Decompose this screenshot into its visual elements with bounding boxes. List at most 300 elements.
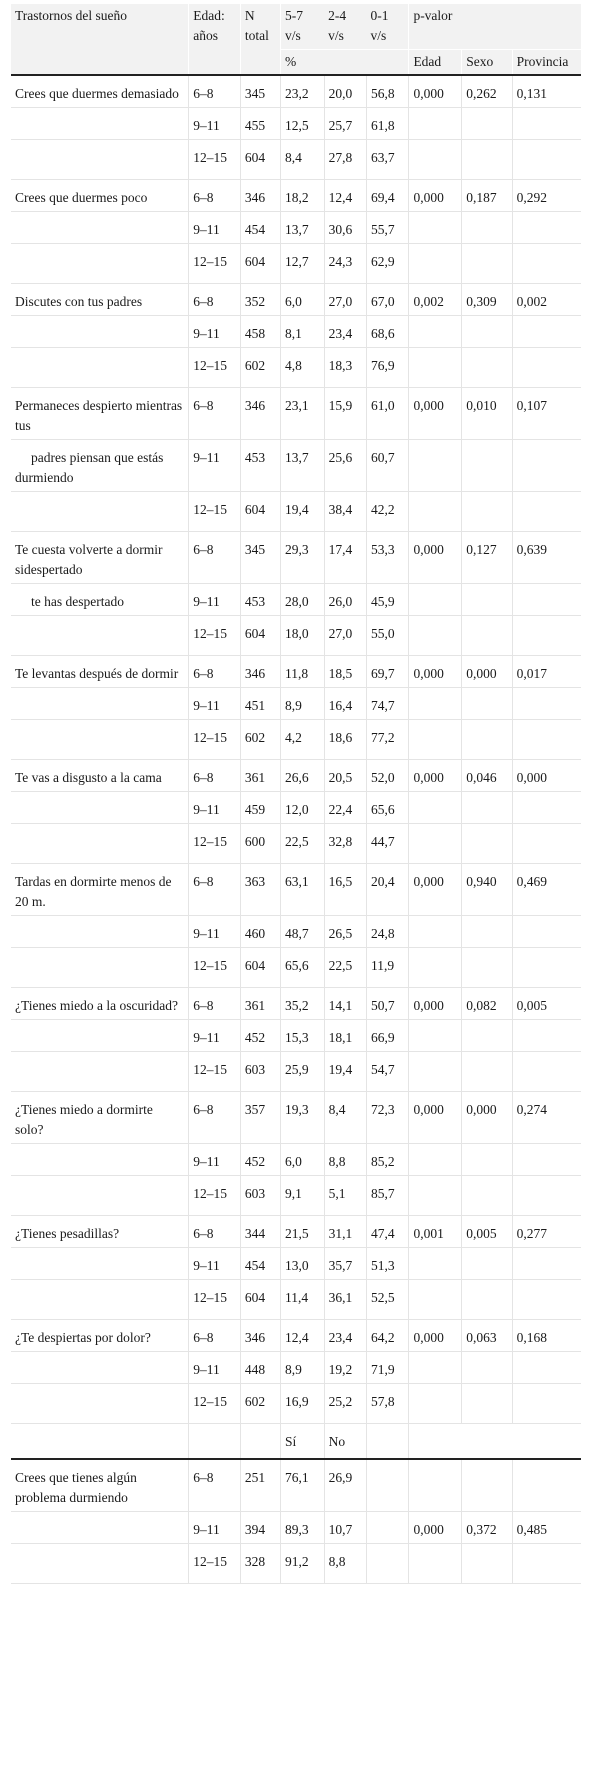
cell-57: 4,8 [281,348,325,388]
cell-24: 30,6 [324,212,366,244]
cell-01: 85,2 [367,1144,409,1176]
cell-n-total: 458 [240,316,280,348]
cell-p-sexo: 0,309 [462,284,512,316]
cell-57: 48,7 [281,916,325,948]
cell-p-edad [409,1459,462,1512]
cell-p-sexo [462,616,512,656]
cell-24: 8,8 [324,1544,366,1584]
cell-age: 6–8 [189,1459,241,1512]
cell-01: 45,9 [367,584,409,616]
cell-p-edad: 0,000 [409,1092,462,1144]
cell-n-total: 600 [240,824,280,864]
row-label [11,212,189,244]
row-label [11,864,189,916]
cell-p-provincia [512,140,581,180]
cell-24: 35,7 [324,1248,366,1280]
cell-p-edad [409,212,462,244]
cell-n-total: 455 [240,108,280,140]
cell-p-edad: 0,000 [409,388,462,440]
cell-n-total: 604 [240,140,280,180]
cell-p-edad [409,824,462,864]
cell-age: 6–8 [189,864,241,916]
row-label [11,316,189,348]
row-label [11,1280,189,1320]
cell-p-sexo [462,348,512,388]
row-label [11,1092,189,1144]
row-label [11,1459,189,1512]
cell-p-edad [409,108,462,140]
cell-24: 8,4 [324,1092,366,1144]
cell-01: 50,7 [367,988,409,1020]
cell-57: 12,7 [281,244,325,284]
cell-24: 5,1 [324,1176,366,1216]
cell-p-sexo [462,1280,512,1320]
cell-p-sexo [462,492,512,532]
cell-24: 25,7 [324,108,366,140]
cell-n-total: 452 [240,1020,280,1052]
cell-age: 9–11 [189,108,241,140]
cell-p-edad [409,348,462,388]
cell-p-sexo [462,1176,512,1216]
cell-01: 51,3 [367,1248,409,1280]
row-label [11,388,189,440]
cell-01: 72,3 [367,1092,409,1144]
cell-n-total: 453 [240,584,280,616]
cell-24: 25,2 [324,1384,366,1424]
table-row [11,948,581,988]
cell-p-sexo: 0,187 [462,180,512,212]
row-label-text: ¿Tienes miedo a la oscuridad? [15,998,178,1013]
cell-01: 65,6 [367,792,409,824]
cell-n-total: 602 [240,720,280,760]
cell-age: 12–15 [189,824,241,864]
cell-57: 8,9 [281,688,325,720]
cell-24: 10,7 [324,1512,366,1544]
cell-p-sexo [462,792,512,824]
cell-01: 55,0 [367,616,409,656]
cell-24: 19,2 [324,1352,366,1384]
empty-cell [240,1424,280,1460]
empty-cell [367,1424,409,1460]
table-body [11,75,581,1459]
cell-01: 66,9 [367,1020,409,1052]
cell-p-provincia [512,348,581,388]
cell-24: 26,5 [324,916,366,948]
cell-24: 22,5 [324,948,366,988]
table-row [11,1020,581,1052]
cell-57: 76,1 [281,1459,325,1512]
cell-age: 9–11 [189,1020,241,1052]
cell-n-total: 604 [240,1280,280,1320]
table-row [11,1248,581,1280]
cell-57: 9,1 [281,1176,325,1216]
cell-57: 26,6 [281,760,325,792]
header-percent: % [281,50,409,76]
cell-p-provincia [512,1248,581,1280]
cell-age: 6–8 [189,532,241,584]
cell-p-sexo [462,1459,512,1512]
cell-age: 6–8 [189,760,241,792]
si-no-header-row [11,1424,581,1460]
table-row [11,824,581,864]
cell-57: 35,2 [281,988,325,1020]
cell-n-total: 352 [240,284,280,316]
cell-57: 22,5 [281,824,325,864]
cell-p-edad [409,688,462,720]
cell-57: 28,0 [281,584,325,616]
cell-p-edad [409,316,462,348]
cell-p-provincia: 0,292 [512,180,581,212]
cell-n-total: 459 [240,792,280,824]
table-body-final [11,1459,581,1584]
table-row [11,1512,581,1544]
cell-age: 9–11 [189,1248,241,1280]
cell-57: 12,0 [281,792,325,824]
cell-age: 12–15 [189,140,241,180]
cell-57: 18,2 [281,180,325,212]
cell-age: 6–8 [189,1092,241,1144]
row-label [11,1020,189,1052]
table-row [11,688,581,720]
cell-p-sexo: 0,127 [462,532,512,584]
cell-age: 9–11 [189,792,241,824]
cell-n-total: 357 [240,1092,280,1144]
empty-cell [189,1424,241,1460]
cell-n-total: 604 [240,948,280,988]
row-label [11,1512,189,1544]
cell-n-total: 453 [240,440,280,492]
cell-age: 6–8 [189,1320,241,1352]
header-p-provincia: Provincia [512,50,581,76]
header-24: 2-4 v/s [324,4,366,50]
row-label [11,1352,189,1384]
cell-p-provincia: 0,485 [512,1512,581,1544]
cell-01: 63,7 [367,140,409,180]
cell-p-edad [409,792,462,824]
cell-p-sexo [462,688,512,720]
table-row [11,720,581,760]
row-label-text: Crees que duermes demasiado [15,86,179,101]
table-row [11,1176,581,1216]
cell-age: 9–11 [189,1512,241,1544]
cell-01: 62,9 [367,244,409,284]
cell-n-total: 346 [240,180,280,212]
cell-p-sexo [462,1020,512,1052]
cell-57: 23,2 [281,75,325,108]
header-n-total: N total [240,4,280,75]
cell-01: 69,4 [367,180,409,212]
cell-age: 6–8 [189,75,241,108]
cell-01: 57,8 [367,1384,409,1424]
table-row [11,440,581,492]
cell-p-sexo [462,140,512,180]
cell-p-provincia [512,1052,581,1092]
cell-p-provincia [512,212,581,244]
header-01: 0-1 v/s [367,4,409,50]
cell-p-provincia: 0,107 [512,388,581,440]
cell-01: 54,7 [367,1052,409,1092]
cell-57: 4,2 [281,720,325,760]
cell-24: 18,5 [324,656,366,688]
cell-p-sexo: 0,046 [462,760,512,792]
cell-p-provincia [512,244,581,284]
cell-01: 71,9 [367,1352,409,1384]
cell-p-provincia: 0,168 [512,1320,581,1352]
row-label [11,440,189,492]
cell-24: 16,4 [324,688,366,720]
table-row [11,348,581,388]
cell-01: 64,2 [367,1320,409,1352]
cell-p-provincia [512,616,581,656]
cell-24: 16,5 [324,864,366,916]
header-si: Sí [281,1424,325,1460]
cell-24: 23,4 [324,1320,366,1352]
header-57: 5-7 v/s [281,4,325,50]
cell-24: 24,3 [324,244,366,284]
cell-n-total: 345 [240,75,280,108]
row-label [11,1052,189,1092]
table-row [11,1459,581,1512]
header-trastornos: Trastornos del sueño [11,4,189,75]
cell-p-edad [409,1384,462,1424]
cell-n-total: 454 [240,1248,280,1280]
cell-24: 23,4 [324,316,366,348]
cell-01: 11,9 [367,948,409,988]
row-label [11,1144,189,1176]
table-row [11,864,581,916]
cell-p-sexo: 0,082 [462,988,512,1020]
row-label [11,792,189,824]
cell-p-edad: 0,001 [409,1216,462,1248]
cell-p-edad [409,720,462,760]
row-label [11,108,189,140]
cell-n-total: 394 [240,1512,280,1544]
cell-p-sexo [462,212,512,244]
cell-p-provincia [512,1020,581,1052]
cell-p-edad: 0,002 [409,284,462,316]
cell-24: 18,3 [324,348,366,388]
cell-p-provincia [512,948,581,988]
cell-p-edad [409,140,462,180]
cell-p-edad: 0,000 [409,180,462,212]
row-label [11,1216,189,1248]
cell-01: 52,0 [367,760,409,792]
cell-p-sexo: 0,262 [462,75,512,108]
cell-age: 9–11 [189,1144,241,1176]
cell-01: 20,4 [367,864,409,916]
cell-age: 9–11 [189,440,241,492]
row-label-text: Te levantas después de dormir [15,666,179,681]
cell-n-total: 448 [240,1352,280,1384]
cell-age: 12–15 [189,1280,241,1320]
row-label-text: Tardas en dormirte menos de 20 m. [15,874,172,909]
cell-01: 74,7 [367,688,409,720]
cell-p-edad: 0,000 [409,75,462,108]
sleep-disorders-table [11,4,581,1584]
row-label [11,720,189,760]
cell-p-edad [409,1052,462,1092]
header-p-sexo: Sexo [462,50,512,76]
cell-p-provincia [512,1544,581,1584]
row-label [11,244,189,284]
row-label [11,1384,189,1424]
table-row [11,180,581,212]
cell-57: 11,4 [281,1280,325,1320]
cell-24: 27,8 [324,140,366,180]
cell-57: 21,5 [281,1216,325,1248]
cell-n-total: 328 [240,1544,280,1584]
row-label [11,284,189,316]
cell-57: 23,1 [281,388,325,440]
table-row [11,1384,581,1424]
cell-24: 20,5 [324,760,366,792]
row-label [11,688,189,720]
cell-p-sexo [462,1384,512,1424]
cell-57: 13,7 [281,212,325,244]
cell-24: 8,8 [324,1144,366,1176]
cell-age: 12–15 [189,1384,241,1424]
row-label-text: Te vas a disgusto a la cama [15,770,162,785]
table-row [11,1352,581,1384]
row-label [11,75,189,108]
table-row [11,916,581,948]
row-label [11,616,189,656]
cell-p-provincia [512,688,581,720]
cell-p-sexo: 0,005 [462,1216,512,1248]
table-row [11,1092,581,1144]
table-row [11,760,581,792]
cell-p-sexo [462,1544,512,1584]
row-label-text: ¿Tienes pesadillas? [15,1226,120,1241]
cell-01: 69,7 [367,656,409,688]
cell-57: 16,9 [281,1384,325,1424]
cell-57: 18,0 [281,616,325,656]
table-row [11,532,581,584]
row-label [11,1544,189,1584]
cell-age: 12–15 [189,1052,241,1092]
cell-57: 91,2 [281,1544,325,1584]
cell-age: 9–11 [189,316,241,348]
cell-n-total: 604 [240,244,280,284]
cell-p-sexo [462,1352,512,1384]
cell-01: 60,7 [367,440,409,492]
cell-01: 76,9 [367,348,409,388]
cell-24: 26,9 [324,1459,366,1512]
table-row [11,792,581,824]
cell-age: 6–8 [189,1216,241,1248]
cell-57: 6,0 [281,1144,325,1176]
table-row [11,656,581,688]
row-label-text: Permaneces despierto mientras tus [15,398,183,433]
cell-57: 13,7 [281,440,325,492]
cell-57: 8,4 [281,140,325,180]
cell-24: 27,0 [324,616,366,656]
cell-57: 25,9 [281,1052,325,1092]
row-label [11,824,189,864]
table-row [11,1544,581,1584]
cell-p-provincia: 0,131 [512,75,581,108]
cell-24: 17,4 [324,532,366,584]
header-p-edad: Edad [409,50,462,76]
cell-p-sexo: 0,372 [462,1512,512,1544]
cell-p-edad [409,1544,462,1584]
cell-p-provincia: 0,002 [512,284,581,316]
cell-01: 52,5 [367,1280,409,1320]
cell-age: 9–11 [189,584,241,616]
table-row [11,244,581,284]
cell-n-total: 251 [240,1459,280,1512]
cell-01: 55,7 [367,212,409,244]
cell-n-total: 361 [240,760,280,792]
cell-57: 11,8 [281,656,325,688]
cell-p-edad: 0,000 [409,1320,462,1352]
cell-57: 65,6 [281,948,325,988]
cell-p-edad: 0,000 [409,656,462,688]
cell-p-provincia [512,1459,581,1512]
cell-57: 29,3 [281,532,325,584]
cell-57: 8,1 [281,316,325,348]
cell-p-sexo [462,108,512,140]
cell-p-sexo [462,948,512,988]
header-no: No [324,1424,366,1460]
cell-n-total: 344 [240,1216,280,1248]
cell-age: 9–11 [189,212,241,244]
row-label [11,760,189,792]
table-row [11,108,581,140]
row-label-text: Crees que tienes algún problema durmiendo [15,1470,137,1505]
cell-57: 89,3 [281,1512,325,1544]
cell-age: 12–15 [189,948,241,988]
cell-p-sexo [462,824,512,864]
row-label [11,916,189,948]
cell-24: 36,1 [324,1280,366,1320]
cell-p-provincia [512,440,581,492]
cell-age: 12–15 [189,492,241,532]
cell-age: 12–15 [189,348,241,388]
cell-01 [367,1459,409,1512]
cell-24: 31,1 [324,1216,366,1248]
cell-01: 42,2 [367,492,409,532]
cell-57: 6,0 [281,284,325,316]
cell-p-sexo [462,584,512,616]
cell-57: 19,3 [281,1092,325,1144]
table-row [11,584,581,616]
cell-24: 18,1 [324,1020,366,1052]
row-label [11,584,189,616]
cell-p-provincia [512,792,581,824]
cell-p-edad [409,1020,462,1052]
cell-01 [367,1544,409,1584]
cell-57: 19,4 [281,492,325,532]
cell-age: 6–8 [189,180,241,212]
cell-n-total: 602 [240,1384,280,1424]
row-label [11,532,189,584]
cell-01 [367,1512,409,1544]
cell-01: 61,0 [367,388,409,440]
cell-01: 61,8 [367,108,409,140]
cell-p-provincia [512,1384,581,1424]
cell-p-provincia: 0,000 [512,760,581,792]
table-row [11,212,581,244]
cell-p-sexo [462,916,512,948]
cell-24: 14,1 [324,988,366,1020]
cell-24: 20,0 [324,75,366,108]
cell-age: 9–11 [189,1352,241,1384]
cell-age: 12–15 [189,1544,241,1584]
cell-01: 44,7 [367,824,409,864]
cell-p-edad [409,244,462,284]
cell-p-provincia [512,316,581,348]
